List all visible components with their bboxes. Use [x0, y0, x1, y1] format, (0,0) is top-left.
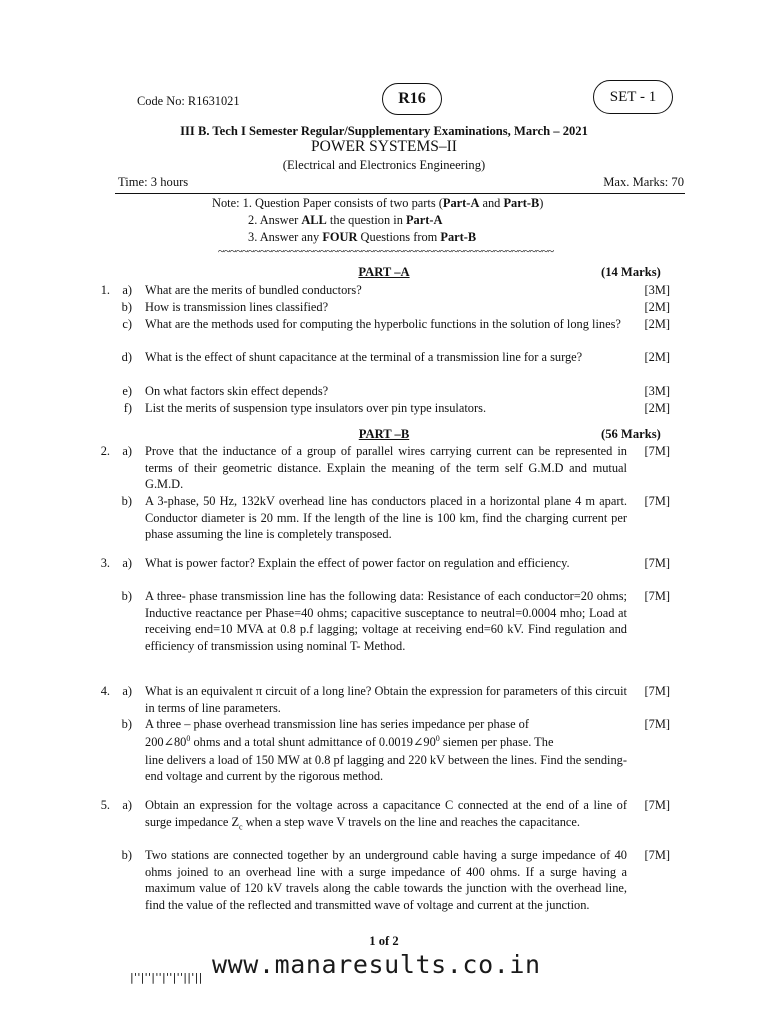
sub-label: c)	[122, 317, 132, 331]
question-mark: [7M]	[644, 444, 670, 458]
question-number: 3.	[100, 556, 110, 570]
note-2-mid: the question in	[326, 213, 406, 227]
question-text: What are the methods used for computing the hyperbolic functions in the solution of long lines?	[145, 317, 621, 331]
barcode: |''|''|''|''|''||'||	[130, 971, 203, 984]
regulation-badge: R16	[382, 83, 442, 115]
exam-duration: Time: 3 hours	[118, 175, 189, 189]
subject-title: POWER SYSTEMS–II	[311, 138, 457, 155]
question-mark: [2M]	[644, 300, 670, 314]
note-2-bold-a: ALL	[301, 213, 327, 227]
sub-label: a)	[122, 556, 132, 570]
question-mark: [3M]	[644, 384, 670, 398]
question-text: A three- phase transmission line has the following data: Resistance of each conductor=20 ohms; Inductive reactance per Phase=40 ohms; capacitive susceptance to neutral=0.0004 mho; Load at receiving end=10 MVA at 0.8 p.f lagging; voltage at receiving end=60 kV. Find regulation and efficiency of transmission using nominal T- Method.	[145, 589, 627, 653]
impedance-value: 200∠80	[145, 734, 187, 749]
note-1	[212, 195, 543, 212]
question-mark: [2M]	[644, 350, 670, 364]
question-text	[145, 716, 627, 785]
website-watermark: www.manaresults.co.in	[212, 950, 541, 979]
branch-name: (Electrical and Electronics Engineering)	[282, 158, 486, 172]
sub-label: b)	[121, 717, 132, 731]
question-text: Prove that the inductance of a group of parallel wires carrying current can be represented in terms of their geometric distance. Explain the meaning of the term self G.M.D and mutual G.M.D.	[145, 444, 627, 491]
q4b-line-2	[145, 733, 627, 752]
page-number: 1 of 2	[369, 934, 399, 948]
question-text: Two stations are connected together by an underground cable having a surge impedance of 40 ohms joined to an overhead line with a surge impedance of 400 ohms. If a surge having a maximum value of 120 kV travels along the cable towards the junction with the overhead line, find the value of the reflected and transmitted wave of voltage and current at the junction.	[145, 848, 627, 912]
exam-title: III B. Tech I Semester Regular/Supplementary Examinations, March – 2021	[180, 124, 588, 138]
sub-label: b)	[121, 848, 132, 862]
question-text	[145, 797, 627, 830]
question-mark: [7M]	[644, 717, 670, 731]
note-3-text: 3. Answer any	[248, 230, 323, 244]
separator-line: ~~~~~~~~~~~~~~~~~~~~~~~~~~~~~~~~~~~~~~~~~~~~~~~~~~~~~~~~	[218, 244, 554, 258]
question-mark: [7M]	[644, 798, 670, 812]
question-text: On what factors skin effect depends?	[145, 384, 329, 398]
question-text: What is the effect of shunt capacitance at the terminal of a transmission line for a surge?	[145, 350, 583, 364]
note-3-mid: Questions from	[357, 230, 441, 244]
question-text: List the merits of suspension type insulators over pin type insulators.	[145, 401, 487, 415]
question-number: 5.	[100, 798, 110, 812]
part-a-marks: (14 Marks)	[601, 265, 661, 279]
part-b-marks: (56 Marks)	[601, 427, 661, 441]
siemen-text: siemen per phase. The	[439, 734, 554, 749]
note-2	[212, 212, 543, 229]
sub-label: b)	[121, 300, 132, 314]
part-b-title: PART –B	[358, 427, 410, 441]
question-text: What are the merits of bundled conductors?	[145, 283, 362, 297]
question-mark: [7M]	[644, 848, 670, 862]
part-a-title: PART –A	[358, 265, 410, 279]
q4b-rest: line delivers a load of 150 MW at 0.8 pf lagging and 220 kV between the lines. Find the sending-end voltage and current by the rigorous method.	[145, 752, 627, 783]
degree-sup: 0	[186, 733, 191, 743]
sub-label: a)	[122, 684, 132, 698]
question-mark: [2M]	[644, 401, 670, 415]
note-1-mid: and	[479, 196, 504, 210]
question-mark: [3M]	[644, 283, 670, 297]
question-mark: [2M]	[644, 317, 670, 331]
degree-sup: 0	[435, 733, 440, 743]
sub-label: a)	[122, 798, 132, 812]
note-1-suffix: )	[539, 196, 544, 210]
sub-label: b)	[121, 494, 132, 508]
sub-label: a)	[122, 283, 132, 297]
question-text: What is power factor? Explain the effect of power factor on regulation and efficiency.	[145, 556, 570, 570]
note-2-bold-b: Part-A	[405, 213, 443, 227]
admittance-text: ohms and a total shunt admittance of 0.0019∠90	[190, 734, 436, 749]
instructions	[212, 195, 543, 246]
subscript-c: c	[239, 821, 243, 831]
question-text: A 3-phase, 50 Hz, 132kV overhead line has conductors placed in a horizontal plane 4 m apart. Conductor diameter is 20 mm. If the length of the line is 100 km, find the charging current per phase assuming the line is completely transposed.	[145, 494, 627, 541]
q5a-text-end: when a step wave V travels on the line and reaches the capacitance.	[242, 814, 580, 829]
sub-label: b)	[121, 589, 132, 603]
q4b-line-1: A three – phase overhead transmission line has series impedance per phase of	[145, 717, 529, 731]
note-1-text: Note: 1. Question Paper consists of two parts (	[212, 196, 443, 210]
question-mark: [7M]	[644, 684, 670, 698]
question-number: 4.	[100, 684, 110, 698]
note-3-bold-a: FOUR	[322, 230, 358, 244]
question-mark: [7M]	[644, 556, 670, 570]
q5a-text: Obtain an expression for the voltage across a capacitance C connected at the end of a line of surge impedance Z	[145, 798, 627, 829]
note-1-bold-b: Part-B	[503, 196, 540, 210]
note-2-text: 2. Answer	[248, 213, 302, 227]
header-divider	[115, 193, 685, 194]
question-mark: [7M]	[644, 589, 670, 603]
code-number: Code No: R1631021	[137, 94, 240, 108]
note-3-bold-b: Part-B	[440, 230, 477, 244]
question-number: 1.	[100, 283, 110, 297]
sub-label: f)	[123, 401, 132, 415]
sub-label: d)	[121, 350, 132, 364]
sub-label: a)	[122, 444, 132, 458]
question-mark: [7M]	[644, 494, 670, 508]
max-marks: Max. Marks: 70	[603, 175, 684, 189]
set-badge: SET - 1	[593, 80, 673, 114]
note-1-bold-a: Part-A	[442, 196, 480, 210]
question-text: How is transmission lines classified?	[145, 300, 329, 314]
sub-label: e)	[122, 384, 132, 398]
question-number: 2.	[100, 444, 110, 458]
question-text: What is an equivalent π circuit of a long line? Obtain the expression for parameters of this circuit in terms of line parameters.	[145, 684, 627, 715]
